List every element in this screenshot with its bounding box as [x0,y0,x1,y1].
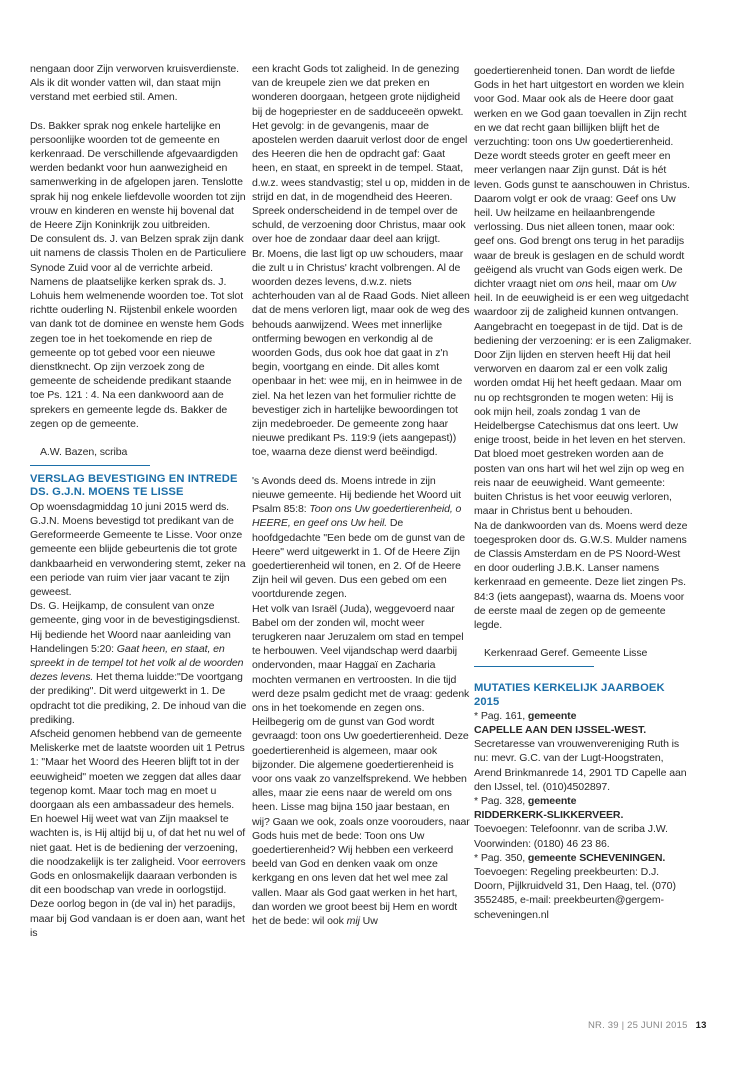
mutation-congregation: CAPELLE AAN DEN IJSSEL-WEST. [474,723,647,736]
paragraph: 's Avonds deed ds. Moens intrede in zijn nieuwe gemeente. Hij bediende het Woord uit Psalm 85:8: Toon ons Uw goedertierenheid, o HEERE, en geef ons Uw heil. De hoofdgedachte "Een bede om de gunst van de Heere" werd uitgewerkt in 1. Of de Heere Zijn goedertierenheid wil tonen, en 2. Of de Heere Zijn heil wil geven. Dus een gebed om een voortdurende zegen. [252,474,465,601]
column-1 [30,62,248,940]
paragraph: nengaan door Zijn verworven kruisverdienste. Als ik dit wonder vatten wil, dan staat mijn verstand met eerbied stil. Amen. [30,63,239,104]
mutations-heading: MUTATIES KERKELIJK JAARBOEK 2015 [474,682,665,708]
mutation-text: Toevoegen: Regeling preekbeurten: D.J. Doorn, Pijlkruidveld 31, Den Haag, tel. (070) 3552485, e-mail: preekbeurten@gergem-scheveningen.nl [474,865,676,921]
mutation-congregation: RIDDERKERK-SLIKKERVEER. [474,809,624,822]
page-number: 13 [695,1020,707,1031]
paragraph: een kracht Gods tot zaligheid. In de genezing van de kreupele zien we dat preken en wonderen doorgaan, hetgeen grote nijdigheid bij de hogepriester en de sadduceeën opwekt. Het gevolg: in de gevangenis, maar de apostelen werden daaruit verlost door de engel des Heeren die hen de opdracht gaf: Gaat heen, en staat, en spreekt in de tempel. Staat, d.w.z. wees standvastig; stel u op, midden in de strijd en dat, in de mogendheid des Heeren. Spreek onderscheidend in de tempel over de schuld, de verzoening door Christus, maar ook over hoe de zondaar daar deel aan krijgt. [252,63,470,246]
paragraph: Op woensdagmiddag 10 juni 2015 werd ds. G.J.N. Moens bevestigd tot predikant van de Gereformeerde Gemeente te Lisse. Voor onze gemeente een blijde gebeurtenis die tot grote dankbaarheid en verwondering stemt, zeker na een periode van ruim vier jaar vacant te zijn geweest. [30,500,246,598]
paragraph: Ds. Bakker sprak nog enkele hartelijke en persoonlijke woorden tot de gemeente en kerkenraad. De verschillende afgevaardigden werden bedankt voor hun aanwezigheid en samenwerking in de afgelopen jaren. Tenslotte sprak hij nog enkele liefdevolle woorden tot zijn vrouw en kinderen en wenste hij bovenal dat de Heere Zijn Koninkrijk zou uitbreiden. [30,119,246,232]
signature: A.W. Bazen, scriba [40,446,128,459]
column-3 [474,64,692,922]
scripture-quote: Gaat heen, en staat, en spreekt in de tempel tot het volk al de woorden dezes levens. [30,642,244,684]
scripture-quote: Toon ons Uw goedertierenheid, o HEERE, en geef ons Uw heil. [252,503,462,530]
mutation-entry: * Pag. 350, gemeente SCHEVENINGEN. [474,851,666,864]
paragraph: goedertierenheid tonen. Dan wordt de liefde Gods in het hart uitgestort en worden we klein voor God. Maar ook als de Heere door gaat werken en we God gaan toevallen in Zijn recht en we dat recht gaan billijken blijft het de verzuchting: toon ons Uw goedertierenheid. Deze wordt steeds groter en geeft meer en meer verlangen naar Zijn gunst. Dát is hét leven. Gods gunst te aanschouwen in Christus. Daarom volgt er ook de vraag: Geef ons Uw heil. Uw heilzame en heilaanbrengende verlossing. Dus niet alleen tonen, maar ook: geef ons. God brengt ons terug in het paradijs waar de breuk is geslagen en de schuld wordt geëigend als vrucht van Gods eigen werk. De dichter vraagt niet om ons heil, maar om Uw heil. In de eeuwigheid is er een weg uitgedacht waardoor zij de zaligheid kunnen ontvangen. Aangebracht en toegepast in de tijd. Dat is de bediening der verzoening: er is een Zaligmaker. Door Zijn lijden en sterven heeft Hij dat heil verworven en daarom zal er een volk zalig worden omdat Hij het heeft gedaan. Maar om nu op rechtsgronden te mogen weten: Hij is ook mijn heil, zoals zondag 1 van de Heidelbergse Catechismus dat ons leert. Uw enige troost, beide in het leven en het sterven. Dat bloed moet gestreken worden aan de posten van ons hart wil het wel zijn op weg en reis naar de eeuwigheid. Want gemeente: buiten Christus is het voor eeuwig verloren, maar in Christus bent u behouden. [474,65,692,518]
paragraph: De consulent ds. J. van Belzen sprak zijn dank uit namens de classis Tholen en de Particuliere Synode Zuid voor al de verrichte arbeid. Namens de plaatselijke kerken sprak ds. J. Lohuis hem welmenende woorden toe. Tot slot richtte ouderling N. Rijstenbil enkele woorden van dank tot de dominee en wenste hem Gods zegen toe in het toekomende en riep de gemeente op tot gebed voor een nieuwe dienstknecht. Op zijn verzoek zong de gemeente de scheidende predikant staande toe Ps. 121 : 4. Na een dankwoord aan de sprekers en gemeente legde ds. Bakker de zegen op de gemeente. [30,233,247,430]
page-footer [588,1020,707,1031]
signature: Kerkenraad Geref. Gemeente Lisse [484,647,648,660]
paragraph: Afscheid genomen hebbend van de gemeente Meliskerke met de laatste woorden uit 1 Petrus 1: "Maar het Woord des Heeren blijft tot in der eeuwigheid" moeten we zeggen dat alles daar tegenop komt. Maar toch mag en moet u doorgaan als een ambassadeur des hemels. En hoewel Hij weet wat van Zijn maaksel te wachten is, is Hij altijd bij u, of dat het nu wel of niet gaat. Het is de bediening der verzoening, die noodzakelijk is ter zaligheid. Voor eerrovers Gods en onlosmakelijk daaraan verbonden is dit een boodschap van vrede in oorlogstijd. Deze oorlog begon in (de val in) het paradijs, maar bij God vandaan is er doen aan, want het is [30,727,246,939]
issue-label: NR. 39 | 25 JUNI 2015 [588,1020,688,1031]
paragraph: Het volk van Israël (Juda), weggevoerd naar Babel om der zonden wil, mocht weer terugkeren naar Jeruzalem om stad en tempel te herbouwen. Veel vijandschap werd daarbij ondervonden, maar Haggaï en Zacharia mochten vermanen en vertroosten. In die tijd werd deze psalm gedicht met de vraag: gedenk ons in het toekomende en zegen ons. Heilbegerig om de gunst van God wordt gevraagd: toon ons Uw goedertierenheid. Deze goedertierenheid is algemeen, maar ook bijzonder. Die algemene goedertierenheid is voor ons vaak zo vanzelfsprekend. We hebben alles, maar zie eens naar de wereld om ons heen. Lisse mag bijna 150 jaar bestaan, en wij? Gaan we ook, zoals onze voorouders, naar Gods huis met de bede: Toon ons Uw goedertierenheid? Wij hebben een verkeerd beeld van God en denken vaak om onze kerkgang en ons leven dat het wel mee zal vallen. Maar als God gaat werken in het hart, dan worden we groot beest bij Hem en wordt het de bede: wil ook mij Uw [252,602,470,927]
mutation-text: Toevoegen: Telefoonnr. van de scriba J.W. Voorwinden: (0180) 46 23 86. [474,823,668,850]
article-heading: VERSLAG BEVESTIGING EN INTREDE DS. G.J.N. MOENS TE LISSE [30,473,238,499]
section-divider [30,465,150,466]
column-2 [252,62,470,928]
mutation-entry: * Pag. 161, gemeente [474,709,577,722]
mutation-entry: * Pag. 328, gemeente [474,794,577,807]
paragraph: Br. Moens, die last ligt op uw schouders, maar die zult u in Christus' kracht volbrengen. Al de woorden dezes levens, d.w.z. niets achterhouden van al de Raad Gods. Niet alleen dat de mens verloren ligt, maar ook de weg des behouds aanwijzend. Wees met innerlijke ontferming bewogen en verkondig al de woorden Gods, dus ook hoe dat gaat in z'n begin, voortgang en einde. Dit alles komt openbaar in het: wee mij, en in heimwee in de ziel. Na het lezen van het formulier richtte de bevestiger zich in hartelijke bewoordingen tot zijn medebroeder. De gemeente zong haar nieuwe predikant Ps. 119:9 (iets aangepast)) toe, waarna deze dienst werd beëindigd. [252,247,470,459]
section-divider [474,666,594,667]
paragraph: Na de dankwoorden van ds. Moens werd deze toegesproken door ds. G.W.S. Mulder namens de Classis Amsterdam en de PS Noord-West en door ouderling J.B.K. Lanser namens kerkenraad en gemeente. Deze liet zingen Ps. 84:3 (iets aangepast), waarna ds. Moens voor de eerste maal de zegen op de gemeente legde. [474,519,688,631]
mutation-text: Secretaresse van vrouwenvereniging Ruth is nu: mevr. G.C. van der Lugt-Hoogstraten, Arend Brinkmanrede 14, 2901 TD Capelle aan den IJssel, tel. (010)4502897. [474,738,687,793]
paragraph: Ds. G. Heijkamp, de consulent van onze gemeente, ging voor in de bevestigingsdienst. Hij bediende het Woord naar aanleiding van Handelingen 5:20: Gaat heen, en staat, en spreekt in de tempel tot het volk al de woorden dezes levens. Het thema luidde:"De voortgang der prediking". Dit werd uitgewerkt in 1. De opdracht tot die prediking, 2. De inhoud van die prediking. [30,600,247,726]
